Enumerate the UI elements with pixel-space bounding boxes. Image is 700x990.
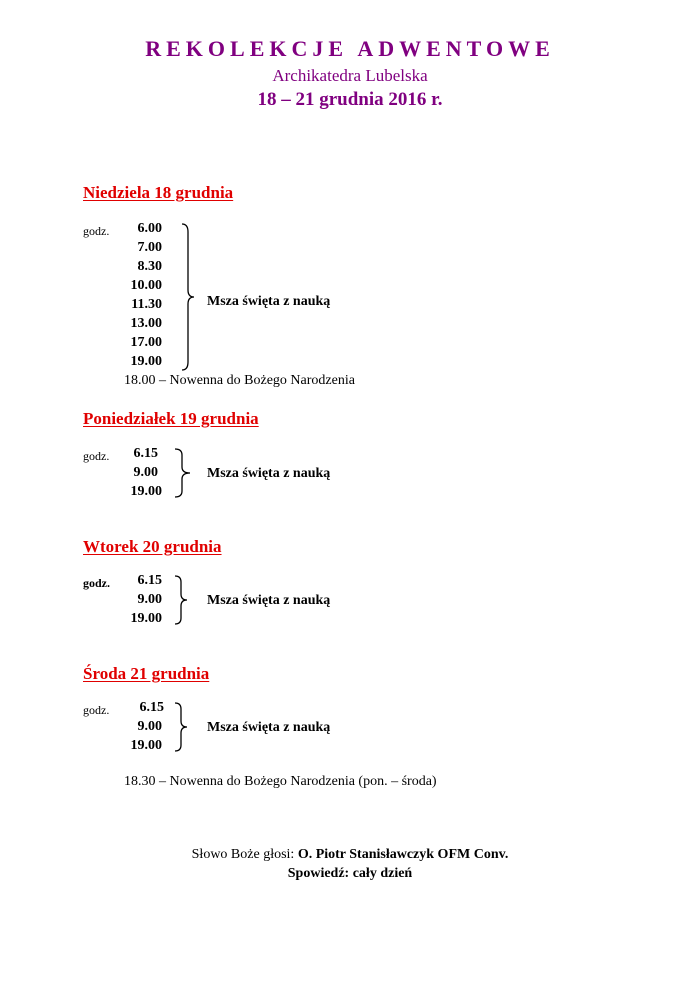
mass-time: 19.00 — [130, 738, 162, 753]
godz-label: godz. — [83, 224, 110, 238]
church-name: Archikatedra Lubelska — [272, 66, 428, 85]
mass-time: 9.00 — [137, 719, 162, 734]
mass-time: 7.00 — [137, 240, 162, 255]
mass-time: 13.00 — [130, 316, 162, 331]
novena-note: 18.30 – Nowenna do Bożego Narodzenia (pon. – środa) — [124, 774, 437, 789]
mass-time: 19.00 — [130, 611, 162, 626]
novena-note: 18.00 – Nowenna do Bożego Narodzenia — [124, 373, 355, 388]
godz-label: godz. — [83, 449, 110, 463]
mass-label: Msza święta z nauką — [207, 294, 331, 309]
preacher-line — [0, 847, 700, 863]
day-heading-monday: Poniedziałek 19 grudnia — [83, 409, 259, 428]
mass-time: 9.00 — [133, 465, 158, 480]
mass-time: 10.00 — [130, 278, 162, 293]
brace-icon — [173, 447, 195, 499]
mass-label: Msza święta z nauką — [207, 593, 331, 608]
godz-label: godz. — [83, 703, 110, 717]
confession-line — [0, 866, 700, 882]
mass-time: 6.00 — [137, 221, 162, 236]
mass-time: 19.00 — [130, 354, 162, 369]
mass-time: 8.30 — [137, 259, 162, 274]
event-dates: 18 – 21 grudnia 2016 r. — [257, 89, 443, 110]
mass-time: 6.15 — [133, 446, 158, 461]
mass-time: 6.15 — [137, 573, 162, 588]
mass-time: 11.30 — [131, 297, 162, 312]
brace-icon — [180, 222, 200, 372]
mass-label: Msza święta z nauką — [207, 466, 331, 481]
brace-icon — [173, 574, 193, 626]
mass-time: 17.00 — [130, 335, 162, 350]
page-title: REKOLEKCJE ADWENTOWE — [145, 36, 555, 61]
godz-label: godz. — [83, 576, 110, 590]
confession-info: Spowiedź: cały dzień — [287, 866, 413, 881]
day-heading-wednesday: Środa 21 grudnia — [83, 664, 210, 683]
day-heading-tuesday: Wtorek 20 grudnia — [83, 537, 222, 556]
mass-time: 9.00 — [137, 592, 162, 607]
mass-label: Msza święta z nauką — [207, 720, 331, 735]
preacher-name: O. Piotr Stanisławczyk OFM Conv. — [297, 847, 509, 862]
preacher-label: Słowo Boże głosi: — [191, 847, 298, 862]
mass-time: 6.15 — [139, 700, 164, 715]
day-heading-sunday: Niedziela 18 grudnia — [83, 183, 234, 202]
mass-time: 19.00 — [130, 484, 162, 499]
brace-icon — [173, 701, 193, 753]
